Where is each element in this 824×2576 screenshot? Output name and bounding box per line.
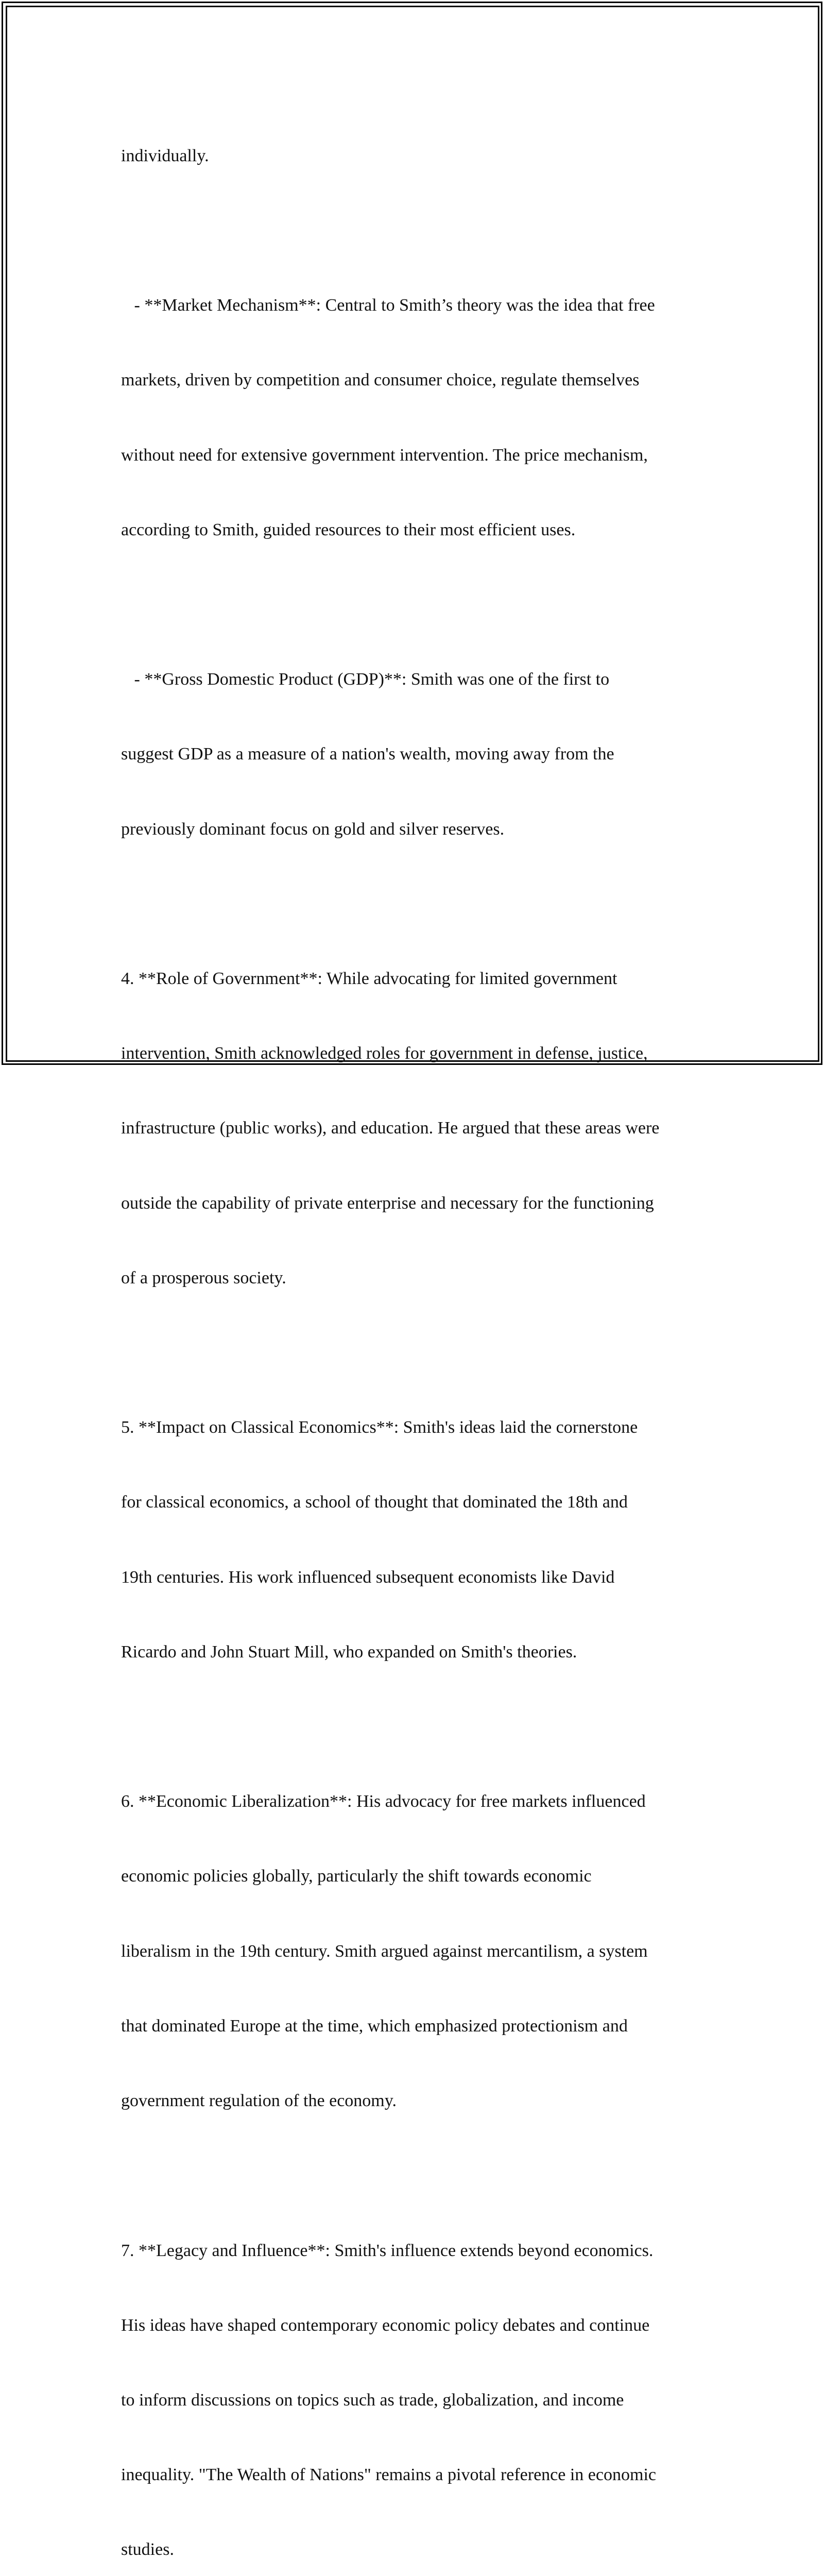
- blank-line: [121, 1341, 708, 1365]
- text-line: studies.: [121, 2540, 174, 2560]
- text-line: for classical economics, a school of thought that dominated the 18th and: [121, 1493, 628, 1512]
- text-line: intervention, Smith acknowledged roles for government in defense, justice,: [121, 1044, 648, 1063]
- text-line: according to Smith, guided resources to their most efficient uses.: [121, 520, 576, 539]
- text-line: government regulation of the economy.: [121, 2091, 397, 2111]
- text-line: economic policies globally, particularly the shift towards economic: [121, 1867, 592, 1886]
- text-line: markets, driven by competition and consumer choice, regulate themselves: [121, 370, 640, 390]
- text-line: 6. **Economic Liberalization**: His advocacy for free markets influenced: [121, 1792, 646, 1811]
- text-line: individually.: [121, 146, 209, 165]
- text-line: previously dominant focus on gold and silver reserves.: [121, 819, 505, 839]
- text-line: without need for extensive government intervention. The price mechanism,: [121, 445, 648, 465]
- text-line: - **Market Mechanism**: Central to Smith’s theory was the idea that free: [121, 296, 655, 315]
- text-line: 19th centuries. His work influenced subsequent economists like David: [121, 1567, 615, 1587]
- text-line: 5. **Impact on Classical Economics**: Smith's ideas laid the cornerstone: [121, 1418, 638, 1437]
- text-line: suggest GDP as a measure of a nation's wealth, moving away from the: [121, 744, 614, 764]
- text-line: that dominated Europe at the time, which emphasized protectionism and: [121, 2016, 628, 2036]
- text-line: inequality. "The Wealth of Nations" remains a pivotal reference in economic: [121, 2465, 656, 2485]
- text-line: of a prosperous society.: [121, 1268, 286, 1287]
- blank-line: [121, 1715, 708, 1739]
- text-line: 4. **Role of Government**: While advocating for limited government: [121, 969, 617, 989]
- blank-line: [121, 592, 708, 617]
- blank-line: [121, 892, 708, 917]
- text-line: liberalism in the 19th century. Smith argued against mercantilism, a system: [121, 1941, 648, 1961]
- text-line: infrastructure (public works), and education. He argued that these areas were: [121, 1118, 660, 1138]
- blank-line: [121, 2163, 708, 2188]
- text-line: Ricardo and John Stuart Mill, who expanded on Smith's theories.: [121, 1642, 577, 1662]
- blank-line: [121, 218, 708, 243]
- document-body: [121, 94, 708, 2576]
- text-line: - **Gross Domestic Product (GDP)**: Smith was one of the first to: [121, 670, 610, 689]
- text-line: 7. **Legacy and Influence**: Smith's influence extends beyond economics.: [121, 2241, 654, 2260]
- text-line: to inform discussions on topics such as trade, globalization, and income: [121, 2390, 624, 2410]
- text-line: outside the capability of private enterprise and necessary for the functioning: [121, 1193, 654, 1213]
- text-line: His ideas have shaped contemporary economic policy debates and continue: [121, 2315, 650, 2335]
